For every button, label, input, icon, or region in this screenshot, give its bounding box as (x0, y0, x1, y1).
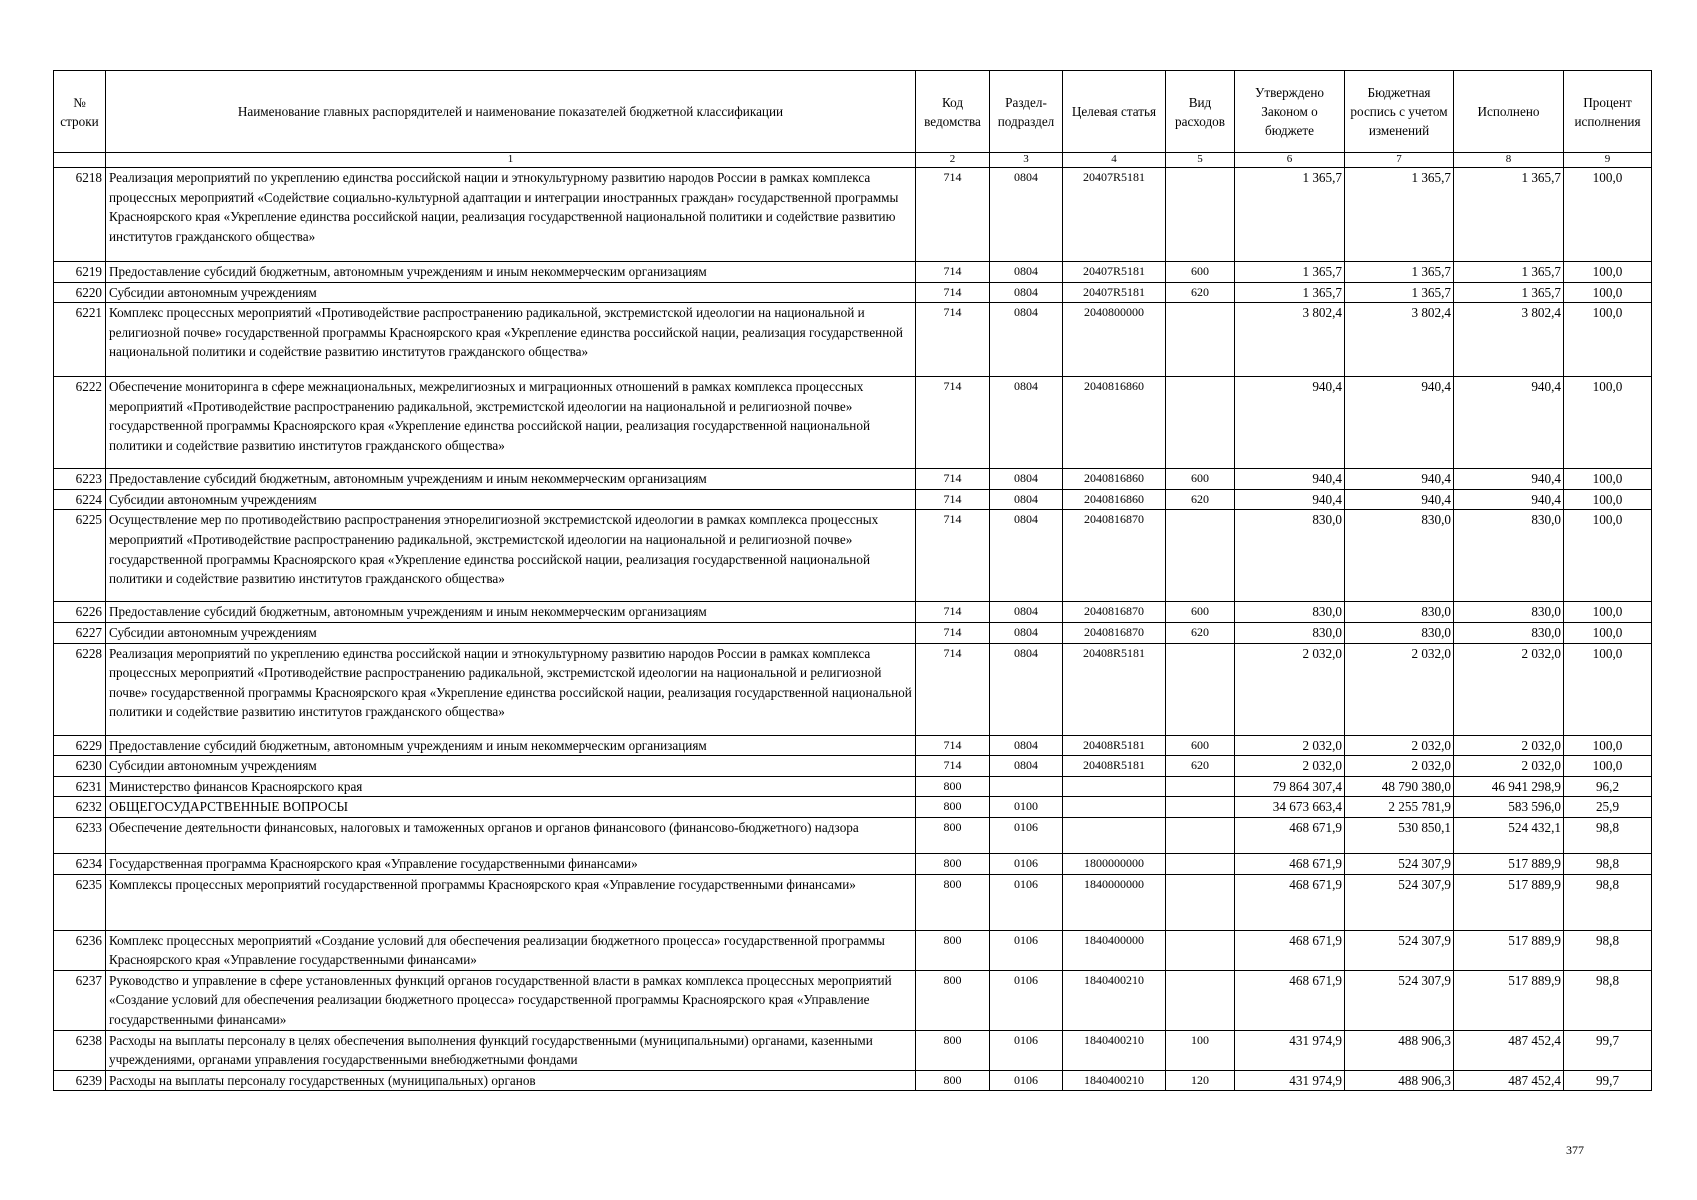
executed-value: 583 596,0 (1454, 797, 1564, 818)
expense-type: 600 (1166, 602, 1235, 623)
table-row (54, 643, 1652, 735)
executed-value: 3 802,4 (1454, 303, 1564, 377)
target-article (1063, 776, 1166, 797)
percent-value: 100,0 (1564, 510, 1652, 602)
indicator-name: ОБЩЕГОСУДАРСТВЕННЫЕ ВОПРОСЫ (106, 797, 916, 818)
percent-value: 100,0 (1564, 282, 1652, 303)
header-dept-code: Код ведомства (916, 71, 990, 153)
executed-value: 1 365,7 (1454, 168, 1564, 262)
executed-value: 830,0 (1454, 622, 1564, 643)
approved-value: 34 673 663,4 (1235, 797, 1345, 818)
row-number: 6223 (54, 469, 106, 490)
executed-value: 940,4 (1454, 469, 1564, 490)
dept-code: 714 (916, 282, 990, 303)
indicator-name: Субсидии автономным учреждениям (106, 282, 916, 303)
budget-value: 2 032,0 (1345, 643, 1454, 735)
expense-type (1166, 377, 1235, 469)
target-article: 1840000000 (1063, 874, 1166, 930)
indicator-name: Предоставление субсидий бюджетным, автономным учреждениям и иным некоммерческим организациям (106, 602, 916, 623)
table-row (54, 817, 1652, 853)
column-number: 4 (1063, 153, 1166, 168)
expense-type: 620 (1166, 489, 1235, 510)
table-row (54, 797, 1652, 818)
budget-value: 488 906,3 (1345, 1030, 1454, 1070)
budget-value: 830,0 (1345, 622, 1454, 643)
executed-value: 517 889,9 (1454, 970, 1564, 1030)
target-article: 20407R5181 (1063, 262, 1166, 283)
table-row (54, 168, 1652, 262)
dept-code: 714 (916, 168, 990, 262)
percent-value: 100,0 (1564, 622, 1652, 643)
table-row (54, 756, 1652, 777)
table-row (54, 510, 1652, 602)
percent-value: 99,7 (1564, 1070, 1652, 1091)
target-article: 1840400000 (1063, 930, 1166, 970)
expense-type (1166, 970, 1235, 1030)
target-article: 2040816860 (1063, 489, 1166, 510)
column-number-blank (54, 153, 106, 168)
column-number-row (54, 153, 1652, 168)
expense-type: 620 (1166, 282, 1235, 303)
column-number: 6 (1235, 153, 1345, 168)
dept-code: 714 (916, 377, 990, 469)
target-article: 1840400210 (1063, 970, 1166, 1030)
budget-value: 48 790 380,0 (1345, 776, 1454, 797)
section-code: 0804 (990, 303, 1063, 377)
target-article: 20407R5181 (1063, 282, 1166, 303)
table-row (54, 735, 1652, 756)
row-number: 6219 (54, 262, 106, 283)
dept-code: 800 (916, 874, 990, 930)
section-code: 0804 (990, 469, 1063, 490)
section-code: 0106 (990, 853, 1063, 874)
approved-value: 468 671,9 (1235, 874, 1345, 930)
target-article: 2040816860 (1063, 377, 1166, 469)
dept-code: 714 (916, 262, 990, 283)
approved-value: 1 365,7 (1235, 262, 1345, 283)
header-budget-schedule: Бюджетная роспись с учетом изменений (1345, 71, 1454, 153)
section-code: 0804 (990, 489, 1063, 510)
percent-value: 98,8 (1564, 817, 1652, 853)
dept-code: 714 (916, 303, 990, 377)
executed-value: 487 452,4 (1454, 1070, 1564, 1091)
percent-value: 100,0 (1564, 377, 1652, 469)
budget-value: 524 307,9 (1345, 853, 1454, 874)
indicator-name: Руководство и управление в сфере установленных функций органов государственной власти в рамках комплекса процессных мероприятий «Создание условий для обеспечения реализации бюджетного процесса» государственной программы Красноярского края «Управление государственными финансами» (106, 970, 916, 1030)
budget-value: 940,4 (1345, 469, 1454, 490)
indicator-name: Расходы на выплаты персоналу государственных (муниципальных) органов (106, 1070, 916, 1091)
dept-code: 800 (916, 797, 990, 818)
dept-code: 714 (916, 756, 990, 777)
percent-value: 99,7 (1564, 1030, 1652, 1070)
dept-code: 800 (916, 930, 990, 970)
page-number: 377 (1566, 1143, 1584, 1157)
table-row (54, 377, 1652, 469)
percent-value: 98,8 (1564, 930, 1652, 970)
table-row (54, 303, 1652, 377)
indicator-name: Министерство финансов Красноярского края (106, 776, 916, 797)
indicator-name: Реализация мероприятий по укреплению единства российской нации и этнокультурному развитию народов России в рамках комплекса процессных мероприятий «Содействие социально-культурной адаптации и интеграции иностранных граждан» государственной программы Красноярского края «Укрепление единства российской нации, реализация государственной национальной политики и содействие развитию институтов гражданского общества» (106, 168, 916, 262)
percent-value: 100,0 (1564, 643, 1652, 735)
budget-value: 2 032,0 (1345, 735, 1454, 756)
section-code: 0804 (990, 735, 1063, 756)
percent-value: 100,0 (1564, 602, 1652, 623)
approved-value: 3 802,4 (1235, 303, 1345, 377)
table-row (54, 1070, 1652, 1091)
percent-value: 98,8 (1564, 874, 1652, 930)
approved-value: 1 365,7 (1235, 282, 1345, 303)
budget-value: 1 365,7 (1345, 282, 1454, 303)
expense-type (1166, 168, 1235, 262)
expense-type (1166, 303, 1235, 377)
table-row (54, 930, 1652, 970)
section-code: 0106 (990, 1070, 1063, 1091)
executed-value: 2 032,0 (1454, 756, 1564, 777)
row-number: 6221 (54, 303, 106, 377)
percent-value: 98,8 (1564, 853, 1652, 874)
header-row-no: № строки (54, 71, 106, 153)
table-row (54, 853, 1652, 874)
section-code: 0804 (990, 756, 1063, 777)
expense-type: 100 (1166, 1030, 1235, 1070)
expense-type (1166, 853, 1235, 874)
row-number: 6234 (54, 853, 106, 874)
dept-code: 800 (916, 1070, 990, 1091)
executed-value: 1 365,7 (1454, 282, 1564, 303)
executed-value: 517 889,9 (1454, 874, 1564, 930)
table-row (54, 262, 1652, 283)
approved-value: 2 032,0 (1235, 756, 1345, 777)
target-article: 1840400210 (1063, 1030, 1166, 1070)
target-article: 2040800000 (1063, 303, 1166, 377)
indicator-name: Комплекс процессных мероприятий «Создание условий для обеспечения реализации бюджетного процесса» государственной программы Красноярского края «Управление государственными финансами» (106, 930, 916, 970)
budget-value: 488 906,3 (1345, 1070, 1454, 1091)
approved-value: 830,0 (1235, 510, 1345, 602)
row-number: 6239 (54, 1070, 106, 1091)
percent-value: 100,0 (1564, 756, 1652, 777)
approved-value: 940,4 (1235, 469, 1345, 490)
column-number: 8 (1454, 153, 1564, 168)
executed-value: 517 889,9 (1454, 853, 1564, 874)
indicator-name: Предоставление субсидий бюджетным, автономным учреждениям и иным некоммерческим организациям (106, 469, 916, 490)
budget-value: 1 365,7 (1345, 168, 1454, 262)
approved-value: 468 671,9 (1235, 817, 1345, 853)
table-row (54, 1030, 1652, 1070)
budget-value: 2 255 781,9 (1345, 797, 1454, 818)
budget-value: 830,0 (1345, 602, 1454, 623)
budget-value: 524 307,9 (1345, 874, 1454, 930)
indicator-name: Обеспечение мониторинга в сфере межнациональных, межрелигиозных и миграционных отношений в рамках комплекса процессных мероприятий «Противодействие распространению радикальной, экстремистской идеологии на национальной и религиозной почве» государственной программы Красноярского края «Укрепление единства российской нации, реализация государственной национальной политики и содействие развитию институтов гражданского общества» (106, 377, 916, 469)
expense-type: 600 (1166, 469, 1235, 490)
dept-code: 800 (916, 970, 990, 1030)
target-article: 2040816860 (1063, 469, 1166, 490)
executed-value: 46 941 298,9 (1454, 776, 1564, 797)
percent-value: 96,2 (1564, 776, 1652, 797)
table-row (54, 970, 1652, 1030)
expense-type (1166, 874, 1235, 930)
percent-value: 100,0 (1564, 735, 1652, 756)
row-number: 6230 (54, 756, 106, 777)
expense-type (1166, 817, 1235, 853)
expense-type: 600 (1166, 735, 1235, 756)
budget-value: 940,4 (1345, 489, 1454, 510)
executed-value: 940,4 (1454, 377, 1564, 469)
section-code: 0804 (990, 262, 1063, 283)
table-body (54, 168, 1652, 1091)
dept-code: 714 (916, 643, 990, 735)
dept-code: 800 (916, 817, 990, 853)
budget-value: 3 802,4 (1345, 303, 1454, 377)
percent-value: 100,0 (1564, 168, 1652, 262)
target-article (1063, 797, 1166, 818)
executed-value: 940,4 (1454, 489, 1564, 510)
section-code: 0804 (990, 622, 1063, 643)
executed-value: 487 452,4 (1454, 1030, 1564, 1070)
row-number: 6238 (54, 1030, 106, 1070)
header-approved: Утверждено Законом о бюджете (1235, 71, 1345, 153)
expense-type (1166, 930, 1235, 970)
row-number: 6222 (54, 377, 106, 469)
dept-code: 800 (916, 853, 990, 874)
section-code: 0804 (990, 168, 1063, 262)
dept-code: 714 (916, 735, 990, 756)
indicator-name: Субсидии автономным учреждениям (106, 756, 916, 777)
approved-value: 79 864 307,4 (1235, 776, 1345, 797)
dept-code: 800 (916, 1030, 990, 1070)
header-target-article: Целевая статья (1063, 71, 1166, 153)
column-number: 9 (1564, 153, 1652, 168)
budget-value: 2 032,0 (1345, 756, 1454, 777)
target-article (1063, 817, 1166, 853)
budget-value: 1 365,7 (1345, 262, 1454, 283)
section-code (990, 776, 1063, 797)
row-number: 6235 (54, 874, 106, 930)
indicator-name: Реализация мероприятий по укреплению единства российской нации и этнокультурному развитию народов России в рамках комплекса процессных мероприятий «Противодействие распространению радикальной, экстремистской идеологии на национальной и религиозной почве» государственной программы Красноярского края «Укрепление единства российской нации, реализация государственной национальной политики и содействие развитию институтов гражданского общества» (106, 643, 916, 735)
percent-value: 100,0 (1564, 469, 1652, 490)
indicator-name: Предоставление субсидий бюджетным, автономным учреждениям и иным некоммерческим организациям (106, 262, 916, 283)
percent-value: 100,0 (1564, 262, 1652, 283)
section-code: 0804 (990, 602, 1063, 623)
target-article: 20407R5181 (1063, 168, 1166, 262)
executed-value: 2 032,0 (1454, 735, 1564, 756)
section-code: 0106 (990, 970, 1063, 1030)
target-article: 1800000000 (1063, 853, 1166, 874)
header-expense-type: Вид расходов (1166, 71, 1235, 153)
budget-report-sheet (53, 70, 1651, 1091)
indicator-name: Осуществление мер по противодействию распространения этнорелигиозной экстремистской идеологии в рамках комплекса процессных мероприятий «Противодействие распространению радикальной, экстремистской идеологии на национальной и религиозной почве» государственной программы Красноярского края «Укрепление единства российской нации, реализация государственной национальной политики и содействие развитию институтов гражданского общества» (106, 510, 916, 602)
row-number: 6229 (54, 735, 106, 756)
table-row (54, 622, 1652, 643)
budget-value: 830,0 (1345, 510, 1454, 602)
section-code: 0804 (990, 510, 1063, 602)
budget-table (53, 70, 1652, 1091)
table-row (54, 469, 1652, 490)
row-number: 6226 (54, 602, 106, 623)
indicator-name: Комплекс процессных мероприятий «Противодействие распространению радикальной, экстремистской идеологии на национальной и религиозной почве» государственной программы Красноярского края «Укрепление единства российской нации, реализация государственной национальной политики и содействие развитию институтов гражданского общества» (106, 303, 916, 377)
expense-type: 620 (1166, 756, 1235, 777)
approved-value: 830,0 (1235, 602, 1345, 623)
indicator-name: Субсидии автономным учреждениям (106, 622, 916, 643)
header-percent: Процент исполнения (1564, 71, 1652, 153)
row-number: 6236 (54, 930, 106, 970)
expense-type (1166, 510, 1235, 602)
column-number: 5 (1166, 153, 1235, 168)
section-code: 0106 (990, 1030, 1063, 1070)
row-number: 6232 (54, 797, 106, 818)
expense-type (1166, 776, 1235, 797)
column-number: 3 (990, 153, 1063, 168)
row-number: 6225 (54, 510, 106, 602)
row-number: 6233 (54, 817, 106, 853)
indicator-name: Субсидии автономным учреждениям (106, 489, 916, 510)
table-row (54, 489, 1652, 510)
header-name: Наименование главных распорядителей и наименование показателей бюджетной классификации (106, 71, 916, 153)
percent-value: 100,0 (1564, 489, 1652, 510)
column-number: 2 (916, 153, 990, 168)
approved-value: 2 032,0 (1235, 735, 1345, 756)
section-code: 0106 (990, 817, 1063, 853)
table-row (54, 874, 1652, 930)
table-header (54, 71, 1652, 168)
target-article: 2040816870 (1063, 622, 1166, 643)
section-code: 0106 (990, 930, 1063, 970)
table-row (54, 282, 1652, 303)
approved-value: 431 974,9 (1235, 1070, 1345, 1091)
row-number: 6218 (54, 168, 106, 262)
approved-value: 2 032,0 (1235, 643, 1345, 735)
expense-type (1166, 797, 1235, 818)
row-number: 6227 (54, 622, 106, 643)
approved-value: 940,4 (1235, 489, 1345, 510)
header-section: Раздел-подраздел (990, 71, 1063, 153)
expense-type: 120 (1166, 1070, 1235, 1091)
executed-value: 517 889,9 (1454, 930, 1564, 970)
row-number: 6237 (54, 970, 106, 1030)
expense-type: 620 (1166, 622, 1235, 643)
budget-value: 524 307,9 (1345, 970, 1454, 1030)
section-code: 0804 (990, 377, 1063, 469)
percent-value: 25,9 (1564, 797, 1652, 818)
executed-value: 1 365,7 (1454, 262, 1564, 283)
approved-value: 431 974,9 (1235, 1030, 1345, 1070)
column-number: 1 (106, 153, 916, 168)
percent-value: 98,8 (1564, 970, 1652, 1030)
percent-value: 100,0 (1564, 303, 1652, 377)
approved-value: 468 671,9 (1235, 930, 1345, 970)
indicator-name: Обеспечение деятельности финансовых, налоговых и таможенных органов и органов финансового (финансово-бюджетного) надзора (106, 817, 916, 853)
indicator-name: Государственная программа Красноярского края «Управление государственными финансами» (106, 853, 916, 874)
row-number: 6220 (54, 282, 106, 303)
table-row (54, 602, 1652, 623)
approved-value: 468 671,9 (1235, 970, 1345, 1030)
header-executed: Исполнено (1454, 71, 1564, 153)
target-article: 2040816870 (1063, 602, 1166, 623)
executed-value: 830,0 (1454, 510, 1564, 602)
indicator-name: Расходы на выплаты персоналу в целях обеспечения выполнения функций государственными (муниципальными) органами, казенными учреждениями, органами управления государственными внебюджетными фондами (106, 1030, 916, 1070)
approved-value: 468 671,9 (1235, 853, 1345, 874)
dept-code: 714 (916, 622, 990, 643)
target-article: 20408R5181 (1063, 756, 1166, 777)
row-number: 6224 (54, 489, 106, 510)
executed-value: 524 432,1 (1454, 817, 1564, 853)
executed-value: 830,0 (1454, 602, 1564, 623)
target-article: 2040816870 (1063, 510, 1166, 602)
budget-value: 530 850,1 (1345, 817, 1454, 853)
expense-type: 600 (1166, 262, 1235, 283)
target-article: 20408R5181 (1063, 643, 1166, 735)
dept-code: 800 (916, 776, 990, 797)
budget-value: 940,4 (1345, 377, 1454, 469)
approved-value: 1 365,7 (1235, 168, 1345, 262)
section-code: 0804 (990, 643, 1063, 735)
target-article: 20408R5181 (1063, 735, 1166, 756)
section-code: 0100 (990, 797, 1063, 818)
approved-value: 940,4 (1235, 377, 1345, 469)
dept-code: 714 (916, 602, 990, 623)
column-number: 7 (1345, 153, 1454, 168)
target-article: 1840400210 (1063, 1070, 1166, 1091)
section-code: 0106 (990, 874, 1063, 930)
row-number: 6228 (54, 643, 106, 735)
section-code: 0804 (990, 282, 1063, 303)
indicator-name: Комплексы процессных мероприятий государственной программы Красноярского края «Управление государственными финансами» (106, 874, 916, 930)
row-number: 6231 (54, 776, 106, 797)
dept-code: 714 (916, 510, 990, 602)
executed-value: 2 032,0 (1454, 643, 1564, 735)
budget-value: 524 307,9 (1345, 930, 1454, 970)
indicator-name: Предоставление субсидий бюджетным, автономным учреждениям и иным некоммерческим организациям (106, 735, 916, 756)
approved-value: 830,0 (1235, 622, 1345, 643)
dept-code: 714 (916, 489, 990, 510)
table-row (54, 776, 1652, 797)
dept-code: 714 (916, 469, 990, 490)
expense-type (1166, 643, 1235, 735)
